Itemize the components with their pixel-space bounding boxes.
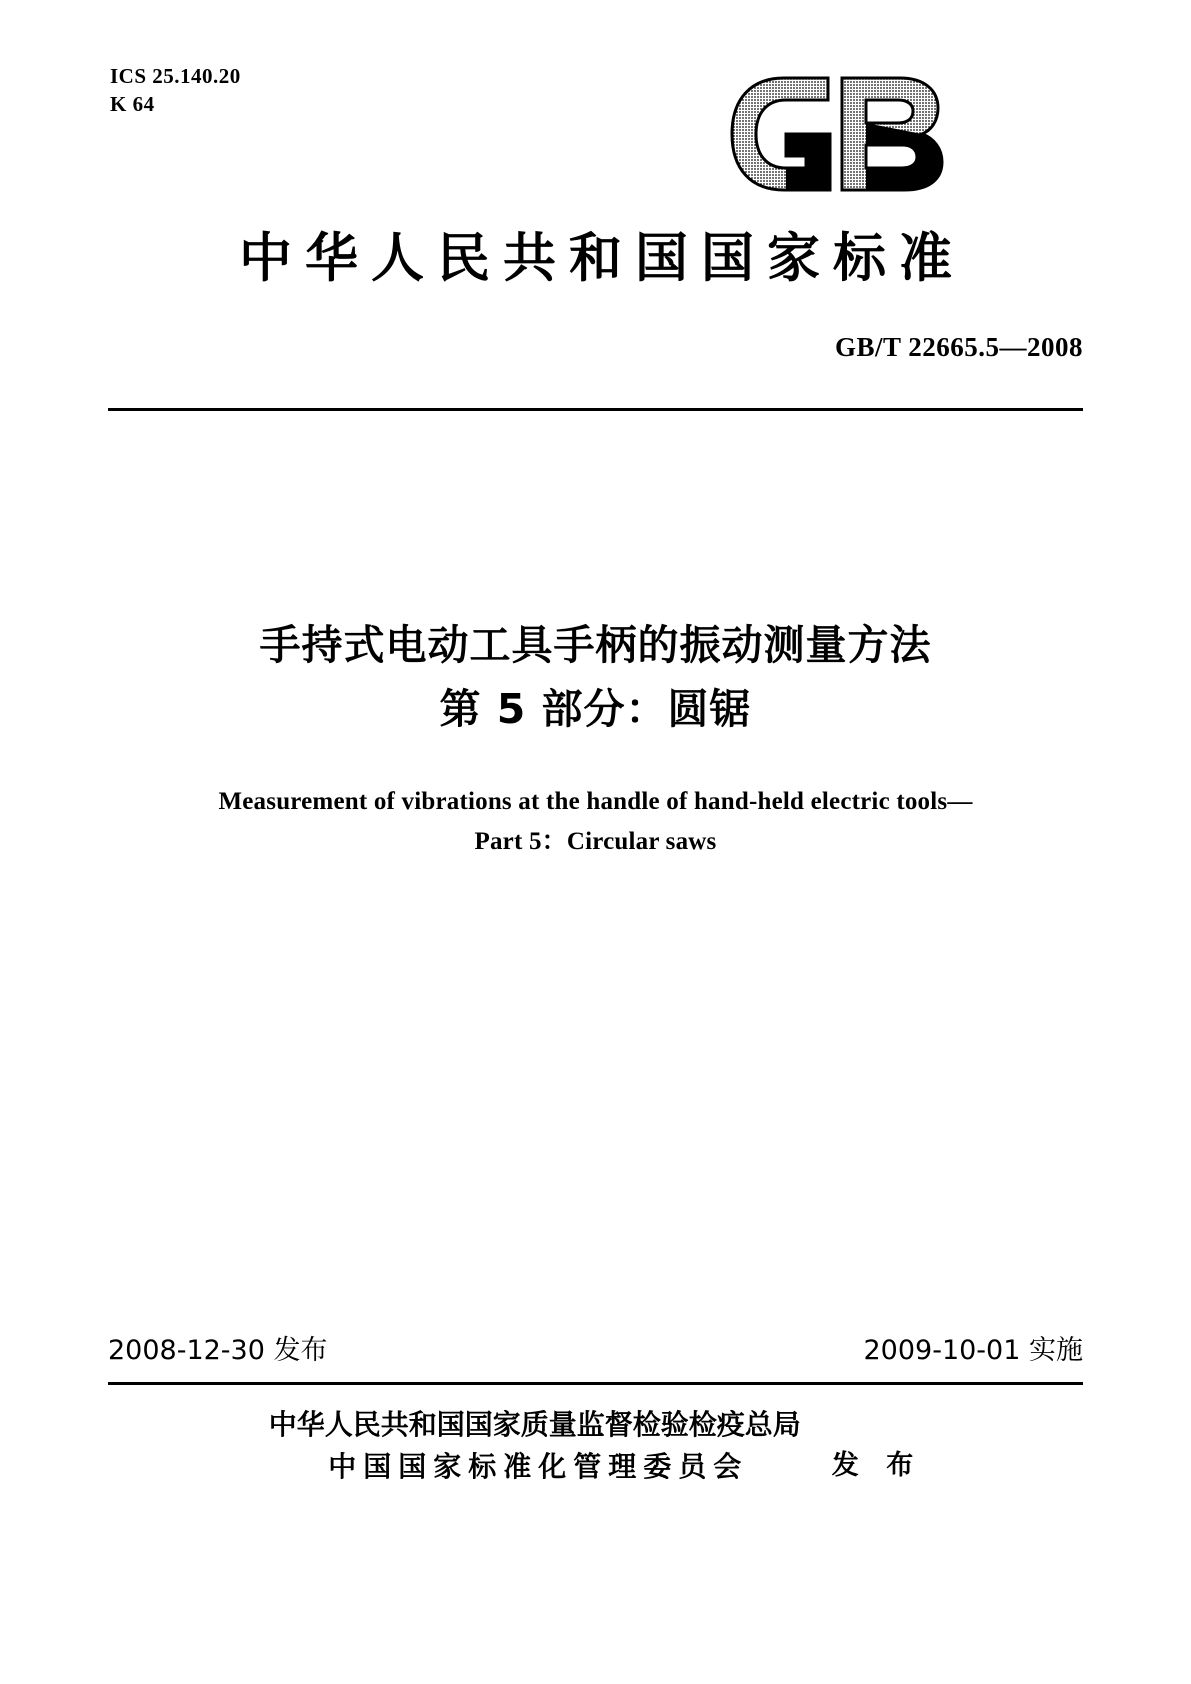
issuing-organizations [0, 1404, 1191, 1488]
document-title-en [0, 782, 1191, 862]
document-title-cn-line1: 手持式电动工具手柄的振动测量方法 [259, 621, 932, 669]
footer-divider-rule [108, 1382, 1083, 1385]
national-standard-heading: 中华人民共和国国家标准 [239, 228, 965, 289]
ics-code: ICS 25.140.20 [110, 64, 241, 88]
issuer-org-2: 中国国家标准化管理委员会 [328, 1450, 749, 1483]
document-title-en-line1: Measurement of vibrations at the handle of hand-held electric tools— [218, 788, 973, 815]
gb-emblem-icon [724, 72, 954, 197]
issue-date: 2008-12-30 发布 [108, 1335, 328, 1366]
header-divider-rule [108, 408, 1083, 411]
issue-verb: 发 布 [831, 1450, 923, 1481]
document-title-cn [0, 614, 1191, 741]
implementation-date: 2009-10-01 实施 [863, 1335, 1083, 1366]
issuer-org-1: 中华人民共和国国家质量监督检验检疫总局 [268, 1408, 801, 1441]
issuer-names [269, 1404, 801, 1488]
document-title-cn-line2: 第 5 部分：圆锯 [439, 684, 752, 733]
document-title-en-line2: Part 5：Circular saws [474, 828, 717, 855]
dates-row [108, 1328, 1083, 1367]
standard-number: GB/T 22665.5—2008 [834, 332, 1083, 362]
ics-classification-block [110, 62, 241, 119]
classification-code: K 64 [110, 92, 155, 117]
